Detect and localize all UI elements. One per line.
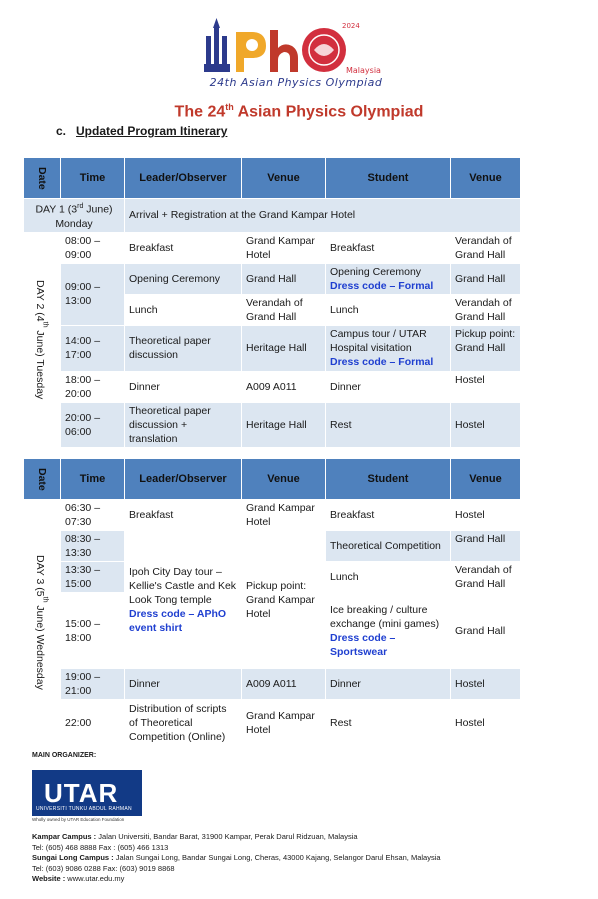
svg-text:2024: 2024: [342, 22, 360, 30]
table-row: DAY 3 (5th June) Wednesday 06:30 – 07:30 Breakfast Grand Kampar Hotel Breakfast Hostel: [24, 500, 521, 531]
day2-label: DAY 2 (4th June) Tuesday: [24, 232, 61, 448]
header-date: Date: [24, 158, 61, 199]
header-student: Student: [326, 158, 451, 199]
day1-text: Arrival + Registration at the Grand Kampar Hotel: [125, 199, 521, 233]
day1-label: DAY 1 (3rd June) Monday: [24, 199, 125, 233]
table-row: 08:30 – 13:30 Ipoh City Day tour – Kellie's Castle and Kek Look Tong temple Dress code – APhO event shirt Pickup point: Grand Kampar Hotel Theoretical Competition Grand Hall: [24, 531, 521, 562]
header-time: Time: [61, 459, 125, 500]
table-row: 18:00 – 20:00 Dinner A009 A011 Dinner Hostel: [24, 371, 521, 402]
header-venue2: Venue: [451, 158, 521, 199]
header-leader: Leader/Observer: [125, 158, 242, 199]
table-row: 15:00 – 18:00 Ice breaking / culture exchange (mini games) Dress code – Sportswear Grand Hall: [24, 593, 521, 669]
dress-code-note: Dress code – Sportswear: [330, 631, 396, 658]
merged-leader: Ipoh City Day tour – Kellie's Castle and Kek Look Tong temple Dress code – APhO event shirt: [125, 531, 242, 669]
dress-code-note: Dress code – Formal: [330, 356, 434, 368]
merged-venue: Pickup point: Grand Kampar Hotel: [242, 531, 326, 669]
day3-label: DAY 3 (5th June) Wednesday: [24, 500, 61, 746]
main-organizer-label: MAIN ORGANIZER:: [32, 752, 97, 759]
apho-logo: [196, 14, 396, 96]
table-row: 13:30 – 15:00 Lunch Verandah of Grand Hall: [24, 562, 521, 593]
dress-code-note: Dress code – Formal: [330, 279, 434, 292]
address-block: Kampar Campus : Jalan Universiti, Bandar Barat, 31900 Kampar, Perak Darul Ridzuan, Malaysia Tel: (605) 468 8888 Fax : (605) 466 1313 Sungai Long Campus : Jalan Sungai Long, Bandar Sungai Long, Cheras, 43000 Kajang, Selangor Darul Ehsan, Malaysia Tel: (603) 9086 0288 Fax: (603) 9019 8868 Website : www.utar.edu.my: [32, 832, 441, 883]
header-student: Student: [326, 459, 451, 500]
logo-tagline: 24th Asian Physics Olympiad: [209, 76, 383, 89]
utar-logo-text: UTAR: [44, 778, 119, 808]
itinerary-table-day1-2: [23, 157, 521, 448]
dress-code-note: Dress code – APhO event shirt: [129, 607, 227, 634]
header-venue: Venue: [242, 158, 326, 199]
table-row: DAY 2 (4th June) Tuesday 08:00 – 09:00 Breakfast Grand Kampar Hotel Breakfast Verandah of Grand Hall: [24, 232, 521, 263]
section-heading: c. Updated Program Itinerary: [56, 124, 228, 138]
table-row: 22:00 Distribution of scripts of Theoretical Competition (Online) Grand Kampar Hotel Rest Hostel: [24, 700, 521, 746]
table-row: 20:00 – 06:00 Theoretical paper discussion + translation Heritage Hall Rest Hostel: [24, 402, 521, 447]
header-date: Date: [24, 459, 61, 500]
itinerary-table-day3: [23, 458, 521, 746]
utar-owned-by: Wholly owned by UTAR Education Foundation: [32, 817, 125, 822]
logo-country: Malaysia: [346, 66, 381, 75]
table-row: Lunch Verandah of Grand Hall Lunch Verandah of Grand Hall: [24, 294, 521, 325]
header-venue2: Venue: [451, 459, 521, 500]
utar-full-name: UNIVERSITI TUNKU ABDUL RAHMAN: [36, 806, 132, 812]
table-row: 09:00 – 13:00 Opening Ceremony Grand Hall Opening Ceremony Dress code – Formal Grand Hall: [24, 263, 521, 294]
utar-logo: [32, 770, 142, 828]
header-venue: Venue: [242, 459, 326, 500]
page-title: The 24th Asian Physics Olympiad: [174, 102, 424, 121]
header-leader: Leader/Observer: [125, 459, 242, 500]
table-row: 19:00 – 21:00 Dinner A009 A011 Dinner Hostel: [24, 669, 521, 700]
table-row: 14:00 – 17:00 Theoretical paper discussion Heritage Hall Campus tour / UTAR Hospital visitation Dress code – Formal Pickup point: Grand Hall: [24, 325, 521, 371]
header-time: Time: [61, 158, 125, 199]
